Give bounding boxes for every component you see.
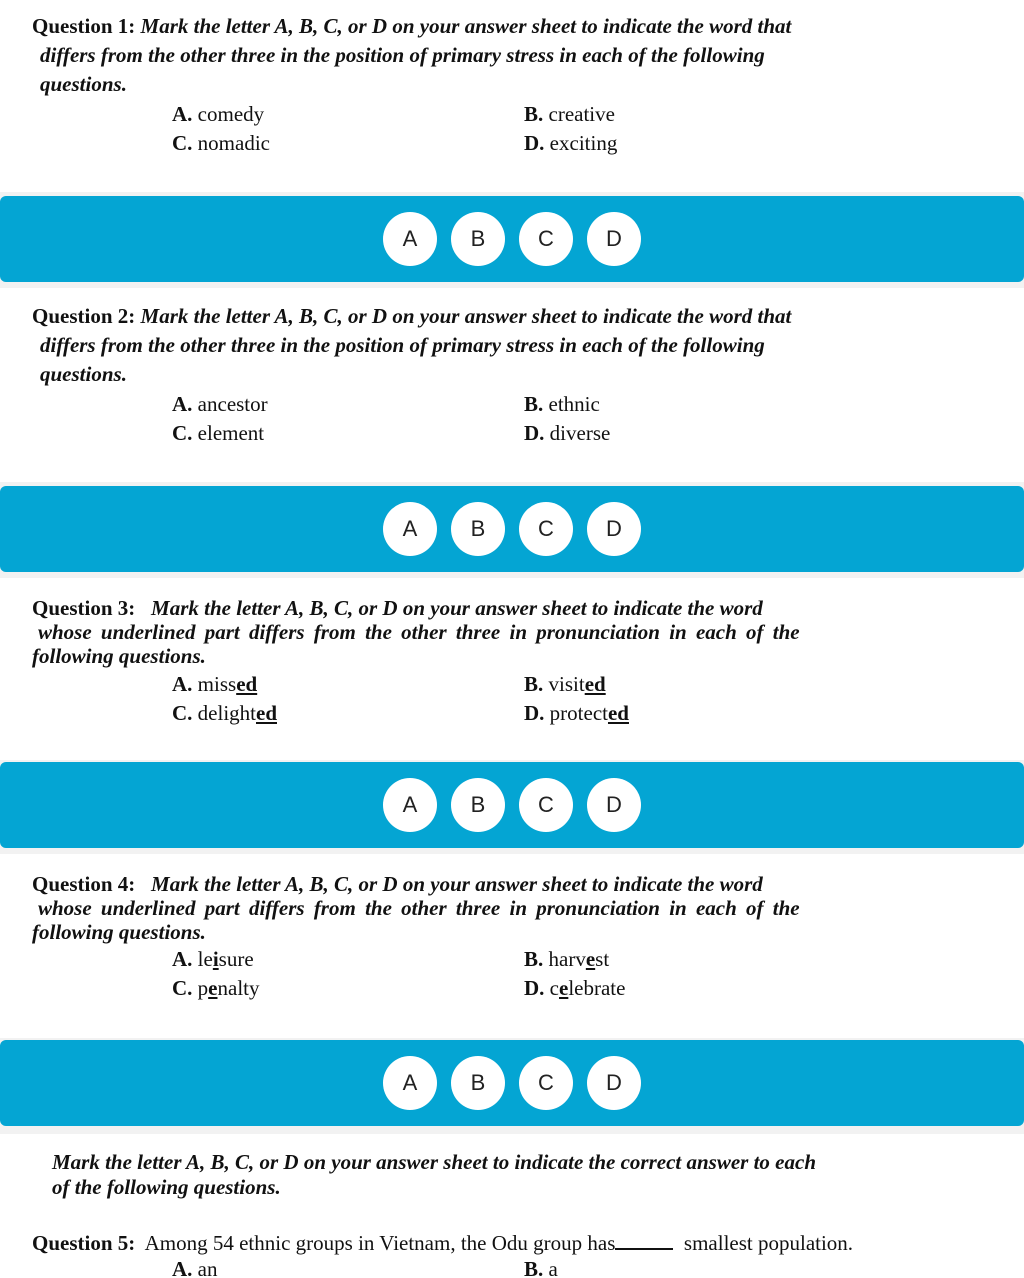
section-5-instruction bbox=[52, 1150, 984, 1200]
q2-answer-d-button[interactable]: D bbox=[587, 502, 641, 556]
question-2-instruction-line2: differs from the other three in the position of primary stress in each of the following bbox=[40, 333, 765, 357]
question-4-instruction-line1: Mark the letter A, B, C, or D on your answer sheet to indicate the word bbox=[151, 872, 763, 896]
question-2-instruction-line3: questions. bbox=[40, 362, 127, 386]
choice-text-rest: sure bbox=[218, 947, 254, 971]
choice-text: le bbox=[197, 947, 213, 971]
q3-answer-c-button[interactable]: C bbox=[519, 778, 573, 832]
choice-text: delight bbox=[197, 701, 256, 725]
question-4-card bbox=[0, 854, 1024, 1038]
q4-answer-d-button[interactable]: D bbox=[587, 1056, 641, 1110]
q2-answer-c-button[interactable]: C bbox=[519, 502, 573, 556]
q4-choice-a bbox=[172, 945, 254, 973]
q3-answer-d-button[interactable]: D bbox=[587, 778, 641, 832]
question-1-instruction-line2: differs from the other three in the position of primary stress in each of the following bbox=[40, 43, 765, 67]
question-3-instruction-line2: whose underlined part differs from the other three in pronunciation in each of the bbox=[38, 620, 800, 644]
choice-text: exciting bbox=[549, 131, 618, 155]
choice-letter: B. bbox=[524, 102, 544, 126]
underlined-part: ed bbox=[584, 672, 606, 696]
question-5-label: Question 5: bbox=[32, 1231, 136, 1255]
q2-choice-c bbox=[172, 419, 264, 447]
choice-letter: A. bbox=[172, 1257, 193, 1278]
q3-choice-b bbox=[524, 670, 606, 698]
choice-letter: C. bbox=[172, 131, 193, 155]
question-1-instruction-line1: Mark the letter A, B, C, or D on your answer sheet to indicate the word that bbox=[140, 14, 792, 38]
q3-choice-a bbox=[172, 670, 257, 698]
choice-text-rest: st bbox=[595, 947, 610, 971]
question-3-instruction-line1: Mark the letter A, B, C, or D on your answer sheet to indicate the word bbox=[151, 596, 763, 620]
q1-answer-d-button[interactable]: D bbox=[587, 212, 641, 266]
question-1-label: Question 1: bbox=[32, 14, 136, 38]
q1-choice-c bbox=[172, 129, 270, 157]
question-2-text bbox=[32, 302, 984, 389]
question-1-card bbox=[0, 0, 1024, 192]
q2-choice-d bbox=[524, 419, 610, 447]
q1-choice-a bbox=[172, 100, 264, 128]
choice-text: ethnic bbox=[548, 392, 600, 416]
choice-letter: B. bbox=[524, 392, 544, 416]
choice-text: element bbox=[197, 421, 265, 445]
q1-answer-c-button[interactable]: C bbox=[519, 212, 573, 266]
choice-letter: B. bbox=[524, 1257, 544, 1278]
q4-choice-c bbox=[172, 974, 260, 1002]
choice-letter: B. bbox=[524, 947, 544, 971]
question-5-stem bbox=[32, 1229, 853, 1257]
underlined-part: ed bbox=[256, 701, 277, 725]
q4-answer-a-button[interactable]: A bbox=[383, 1056, 437, 1110]
choice-text: diverse bbox=[549, 421, 611, 445]
section-5-card bbox=[0, 1134, 1024, 1278]
underlined-part: ed bbox=[236, 672, 258, 696]
choice-text: ancestor bbox=[197, 392, 268, 416]
choice-letter: A. bbox=[172, 947, 193, 971]
question-2-instruction-line1: Mark the letter A, B, C, or D on your answer sheet to indicate the word that bbox=[140, 304, 792, 328]
q4-choice-d bbox=[524, 974, 625, 1002]
q3-choice-c bbox=[172, 699, 277, 727]
underlined-part: ed bbox=[607, 701, 629, 725]
question-4-text bbox=[32, 872, 984, 944]
question-1-answer-bar bbox=[0, 196, 1024, 282]
choice-letter: A. bbox=[172, 102, 193, 126]
choice-letter: C. bbox=[172, 421, 193, 445]
question-3-label: Question 3: bbox=[32, 596, 136, 620]
question-4-instruction-line2: whose underlined part differs from the other three in pronunciation in each of the bbox=[38, 896, 800, 920]
question-1-instruction-line3: questions. bbox=[40, 72, 127, 96]
q1-answer-a-button[interactable]: A bbox=[383, 212, 437, 266]
choice-text: nomadic bbox=[197, 131, 270, 155]
question-5-text-before: Among 54 ethnic groups in Vietnam, the Odu group has bbox=[144, 1231, 616, 1255]
q1-choice-b bbox=[524, 100, 615, 128]
choice-letter: C. bbox=[172, 701, 193, 725]
question-2-label: Question 2: bbox=[32, 304, 136, 328]
q5-choice-b bbox=[524, 1255, 558, 1278]
q3-answer-b-button[interactable]: B bbox=[451, 778, 505, 832]
question-2-card bbox=[0, 288, 1024, 482]
question-4-label: Question 4: bbox=[32, 872, 136, 896]
choice-text: comedy bbox=[197, 102, 265, 126]
question-5-blank bbox=[615, 1232, 673, 1250]
question-3-instruction-line3: following questions. bbox=[32, 644, 206, 668]
question-4-answer-bar bbox=[0, 1040, 1024, 1126]
question-1-text bbox=[32, 12, 984, 99]
choice-letter: D. bbox=[524, 976, 545, 1000]
section-5-instruction-line2: of the following questions. bbox=[52, 1175, 281, 1199]
choice-letter: A. bbox=[172, 392, 193, 416]
question-3-answer-bar bbox=[0, 762, 1024, 848]
underlined-part: i bbox=[212, 947, 219, 971]
question-3-card bbox=[0, 578, 1024, 760]
choice-letter: B. bbox=[524, 672, 544, 696]
q2-answer-a-button[interactable]: A bbox=[383, 502, 437, 556]
q1-choice-d bbox=[524, 129, 617, 157]
question-3-text bbox=[32, 596, 984, 668]
choice-text: protect bbox=[549, 701, 608, 725]
question-2-answer-bar bbox=[0, 486, 1024, 572]
q2-choice-a bbox=[172, 390, 268, 418]
choice-letter: D. bbox=[524, 131, 545, 155]
choice-text: an bbox=[197, 1257, 218, 1278]
choice-text: miss bbox=[197, 672, 237, 696]
choice-letter: D. bbox=[524, 421, 545, 445]
choice-text: c bbox=[549, 976, 559, 1000]
q3-choice-d bbox=[524, 699, 629, 727]
q2-answer-b-button[interactable]: B bbox=[451, 502, 505, 556]
underlined-part: e bbox=[585, 947, 596, 971]
section-5-instruction-line1: Mark the letter A, B, C, or D on your answer sheet to indicate the correct answer to each bbox=[52, 1150, 816, 1174]
q4-answer-b-button[interactable]: B bbox=[451, 1056, 505, 1110]
q3-answer-a-button[interactable]: A bbox=[383, 778, 437, 832]
q1-answer-b-button[interactable]: B bbox=[451, 212, 505, 266]
choice-letter: D. bbox=[524, 701, 545, 725]
choice-text: p bbox=[197, 976, 209, 1000]
question-5-text-after: smallest population. bbox=[683, 1231, 854, 1255]
question-4-instruction-line3: following questions. bbox=[32, 920, 206, 944]
choice-letter: C. bbox=[172, 976, 193, 1000]
q2-choice-b bbox=[524, 390, 600, 418]
choice-text-rest: nalty bbox=[217, 976, 260, 1000]
choice-text: a bbox=[548, 1257, 558, 1278]
q4-answer-c-button[interactable]: C bbox=[519, 1056, 573, 1110]
q5-choice-a bbox=[172, 1255, 218, 1278]
choice-text-rest: lebrate bbox=[568, 976, 626, 1000]
choice-text: visit bbox=[548, 672, 585, 696]
choice-text: creative bbox=[548, 102, 615, 126]
choice-letter: A. bbox=[172, 672, 193, 696]
q4-choice-b bbox=[524, 945, 609, 973]
choice-text: harv bbox=[548, 947, 586, 971]
underlined-part: e bbox=[559, 976, 569, 1000]
underlined-part: e bbox=[208, 976, 218, 1000]
